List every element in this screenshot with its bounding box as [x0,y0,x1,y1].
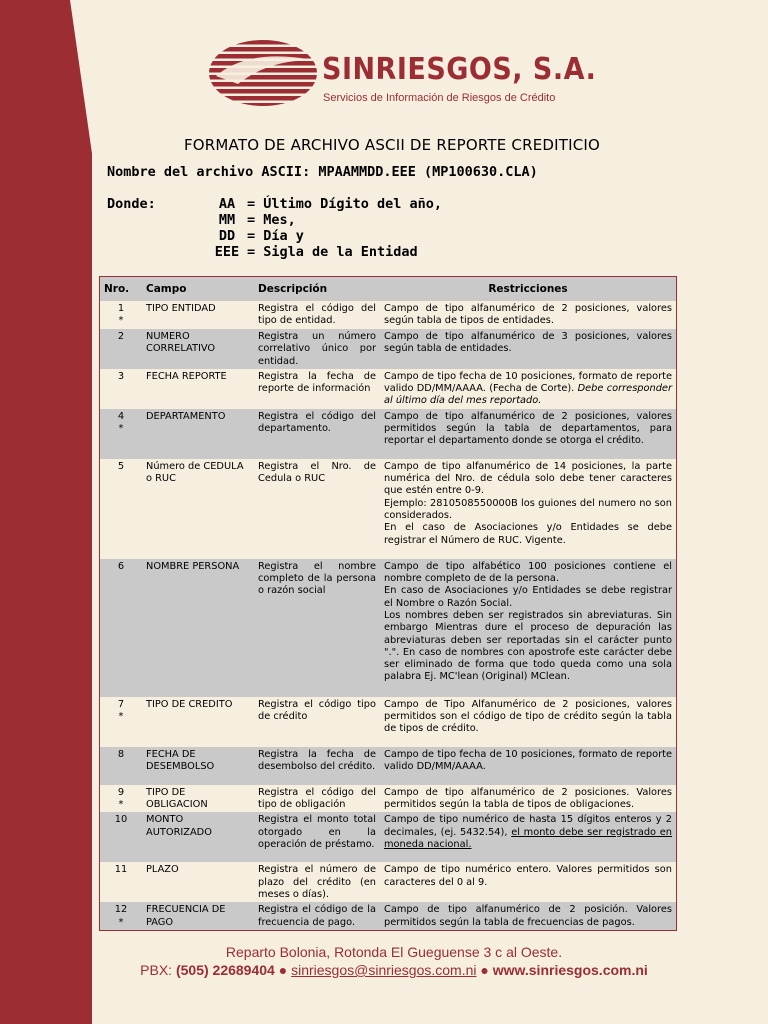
where-meaning: = Último Dígito del año, [247,196,443,212]
row-field: TIPO DE CREDITO [142,697,254,747]
row-restriction: Campo de tipo alfanumérico de 3 posiciones, valores según tabla de entidades. [380,329,677,369]
row-field: DEPARTAMENTO [142,409,254,459]
where-meaning: = Mes, [247,212,296,228]
required-mark: * [118,315,124,327]
table-row [100,785,677,813]
table-row [100,862,677,902]
email-link[interactable]: sinriesgos@sinriesgos.com.ni [291,962,477,978]
row-number: 11 [114,864,128,876]
row-restriction: Campo de tipo alfanumérico de 2 posiciones. Valores permitidos según la tabla de tipos de obligaciones. [380,785,677,813]
table-row [100,329,677,369]
where-code: AA [218,196,236,212]
row-number: 8 [117,748,125,760]
table-row [100,559,677,697]
required-mark: * [118,799,124,811]
restriction-line: En el caso de Asociaciones y/o Entidades se debe registrar el Número de RUC. Vigente. [384,522,672,546]
separator-dot-icon: ● [480,962,489,978]
row-restriction: Campo de tipo alfanumérico de 2 posición. Valores permitidos según la tabla de frecuencias de pagos. [380,902,677,930]
row-field: MONTO AUTORIZADO [142,812,254,862]
row-description: Registra un número correlativo único por entidad. [254,329,380,369]
table-row [100,747,677,785]
where-legend [107,196,442,260]
row-description: Registra la fecha de reporte de información [254,369,380,409]
where-code: MM [218,212,236,228]
row-description: Registra el código del tipo de obligación [254,785,380,813]
col-header-campo: Campo [142,277,254,302]
table-row [100,459,677,559]
table-header-row [100,277,677,302]
row-number: 1 [117,303,125,314]
phone-number: (505) 22689404 [175,962,275,978]
row-restriction [380,559,677,697]
row-number: 9 [117,786,125,798]
row-description: Registra el código tipo de crédito [254,697,380,747]
row-field: TIPO DE OBLIGACION [142,785,254,813]
row-field: FECHA REPORTE [142,369,254,409]
table-row [100,812,677,862]
restriction-italic-note: Debe corresponder al último día del mes reportado. [384,383,672,407]
row-field: Número de CEDULA o RUC [142,459,254,559]
row-description: Registra el código del departamento. [254,409,380,459]
restriction-line: Ejemplo: 2810508550000B los guiones del numero no son considerados. [384,497,672,521]
col-header-descripcion: Descripción [254,277,380,302]
where-meaning: = Día y [247,228,304,244]
restriction-line: Campo de tipo alfabético 100 posiciones contiene el nombre completo de de la persona. [384,560,672,585]
row-number: 6 [117,560,125,572]
row-restriction [380,459,677,559]
row-number: 7 [117,698,125,710]
col-header-restricciones: Restricciones [380,277,677,302]
row-description: Registra la fecha de desembolso del crédito. [254,747,380,785]
pbx-label: PBX: [140,962,173,978]
restriction-line: En caso de Asociaciones y/o Entidades se debe registrar el Nombre o Razón Social. [384,585,672,609]
row-number: 5 [117,460,125,472]
file-name-line: Nombre del archivo ASCII: MPAAMMDD.EEE (MP100630.CLA) [107,164,538,180]
where-label: Donde: [107,196,156,212]
where-code: DD [218,228,236,244]
where-code: EEE [214,244,240,260]
restriction-underlined-note: el monto debe ser registrado en moneda nacional. [384,826,672,850]
row-description: Registra el Nro. de Cedula o RUC [254,459,380,559]
row-restriction: Campo de tipo fecha de 10 posiciones, formato de reporte valido DD/MM/AAAA. [380,747,677,785]
table-row [100,697,677,747]
row-number: 2 [117,331,125,342]
row-restriction: Campo de tipo numérico entero. Valores permitidos son caracteres del 0 al 9. [380,862,677,902]
table-row [100,301,677,329]
table-row [100,369,677,409]
restriction-line: Campo de tipo alfanumérico de 14 posiciones, la parte numérica del Nro. de cédula solo debe tener caracteres que estén entre 0-9. [384,460,672,497]
row-field: NUMERO CORRELATIVO [142,329,254,369]
row-field: FRECUENCIA DE PAGO [142,902,254,930]
row-field: TIPO ENTIDAD [142,301,254,329]
row-restriction: Campo de tipo alfanumérico de 2 posiciones, valores permitidos según la tabla de departamentos, para reportar el departamento donde se otorga el crédito. [380,409,677,459]
row-field: FECHA DE DESEMBOLSO [142,747,254,785]
document-title: FORMATO DE ARCHIVO ASCII DE REPORTE CREDITICIO [183,136,601,154]
footer-contact [0,962,768,978]
brand-name: SINRIESGOS, S.A. [322,52,597,87]
restriction-text: Campo de tipo fecha de 10 posiciones, formato de reporte valido DD/MM/AAAA. (Fecha de Corte). [384,370,672,395]
website-link[interactable]: www.sinriesgos.com.ni [492,962,648,978]
brand-tagline: Servicios de Información de Riesgos de Crédito [323,92,556,104]
col-header-nro: Nro. [100,277,143,302]
separator-dot-icon: ● [278,962,288,978]
row-description: Registra el nombre completo de la persona o razón social [254,559,380,697]
row-restriction: Campo de tipo alfanumérico de 2 posiciones, valores según tabla de tipos de entidades. [380,301,677,329]
footer-address: Reparto Bolonia, Rotonda El Gueguense 3 c al Oeste. [225,944,563,960]
table-row [100,409,677,459]
row-description: Registra el código del tipo de entidad. [254,301,380,329]
where-meaning: = Sigla de la Entidad [247,244,418,260]
row-number: 3 [117,370,125,382]
row-number: 12 [114,904,128,916]
row-field: NOMBRE PERSONA [142,559,254,697]
required-mark: * [118,711,124,723]
row-field: PLAZO [142,862,254,902]
row-restriction [380,369,677,409]
row-number: 10 [114,814,128,826]
row-description: Registra el número de plazo del crédito (en meses o días). [254,862,380,902]
company-logo-icon [208,38,318,108]
row-restriction [380,812,677,862]
required-mark: * [118,423,124,435]
row-number: 4 [117,410,125,422]
format-table [99,276,677,931]
row-description: Registra el código de la frecuencia de pago. [254,902,380,930]
required-mark: * [118,916,124,928]
table-row [100,902,677,930]
row-restriction: Campo de Tipo Alfanumérico de 2 posiciones, valores permitidos son el código de tipo de crédito según la tabla de tipos de crédito. [380,697,677,747]
row-description: Registra el monto total otorgado en la operación de préstamo. [254,812,380,862]
restriction-text: Campo de tipo numérico de hasta 15 dígitos enteros y 2 decimales, (ej. 5432.54), [384,814,672,838]
restriction-line: Los nombres deben ser registrados sin abreviaturas. Sin embargo Mientras dure el proceso de depuración las abreviaturas deben ser reportadas sin el carácter punto ".". En caso de nombres con apostrofe este carácter debe ser eliminado de forma que todo queda como una sola palabra Ej. MC'lean (Original) MClean. [384,609,672,683]
